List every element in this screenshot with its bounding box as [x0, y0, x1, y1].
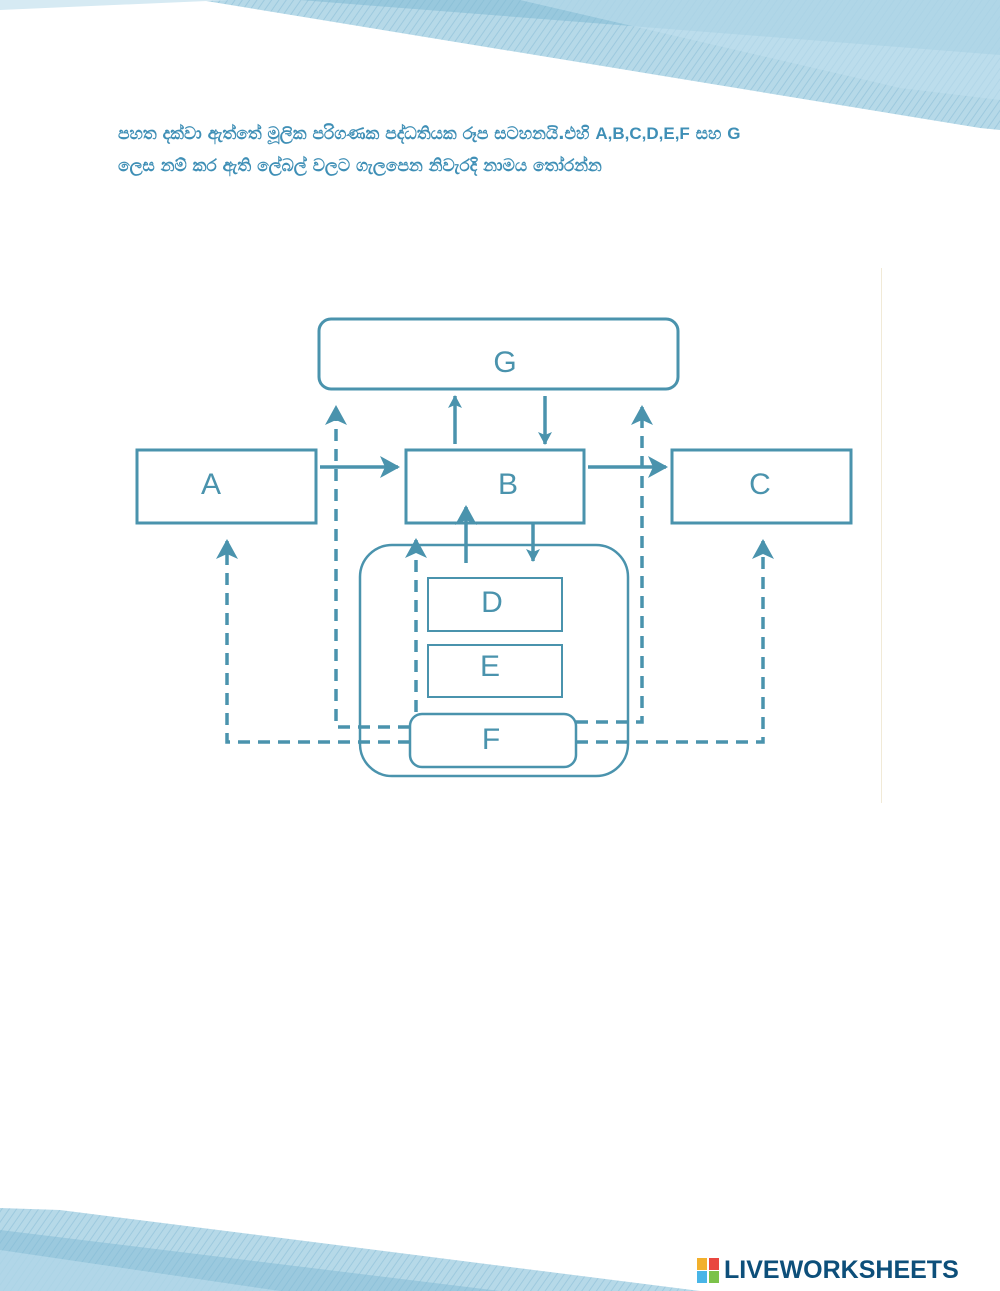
label-a: A	[200, 467, 222, 501]
liveworksheets-logo-icon	[697, 1256, 721, 1284]
dashed-path-to-c	[576, 541, 763, 742]
instructions-line-1-text: පහත දක්වා ඇත්තේ මූලික පරිගණක පද්ධතියක රූප සටහනයි.එහි	[118, 124, 596, 144]
instructions-line-2: ලෙස නම් කර ඇති ලේබල් වලට ගැලපෙන නිවැරදි නාමය තෝරන්න	[118, 156, 602, 176]
instructions-letters: A,B,C,D,E,F	[595, 124, 690, 143]
label-f: F	[481, 722, 501, 756]
instructions-letter-g: G	[727, 124, 741, 143]
label-e: E	[479, 649, 501, 683]
dashed-path-to-g-right	[576, 407, 642, 722]
label-c: C	[749, 467, 771, 501]
label-b: B	[497, 467, 519, 501]
liveworksheets-logo	[697, 1254, 959, 1286]
dashed-path-to-g-left	[336, 407, 410, 727]
liveworksheets-logo-text: LIVEWORKSHEETS	[724, 1255, 959, 1284]
instructions-and: සහ	[689, 124, 728, 144]
box-a	[137, 450, 316, 523]
box-b	[406, 450, 584, 523]
dashed-path-to-a	[227, 541, 410, 742]
label-d: D	[481, 585, 503, 619]
label-g: G	[493, 345, 517, 379]
